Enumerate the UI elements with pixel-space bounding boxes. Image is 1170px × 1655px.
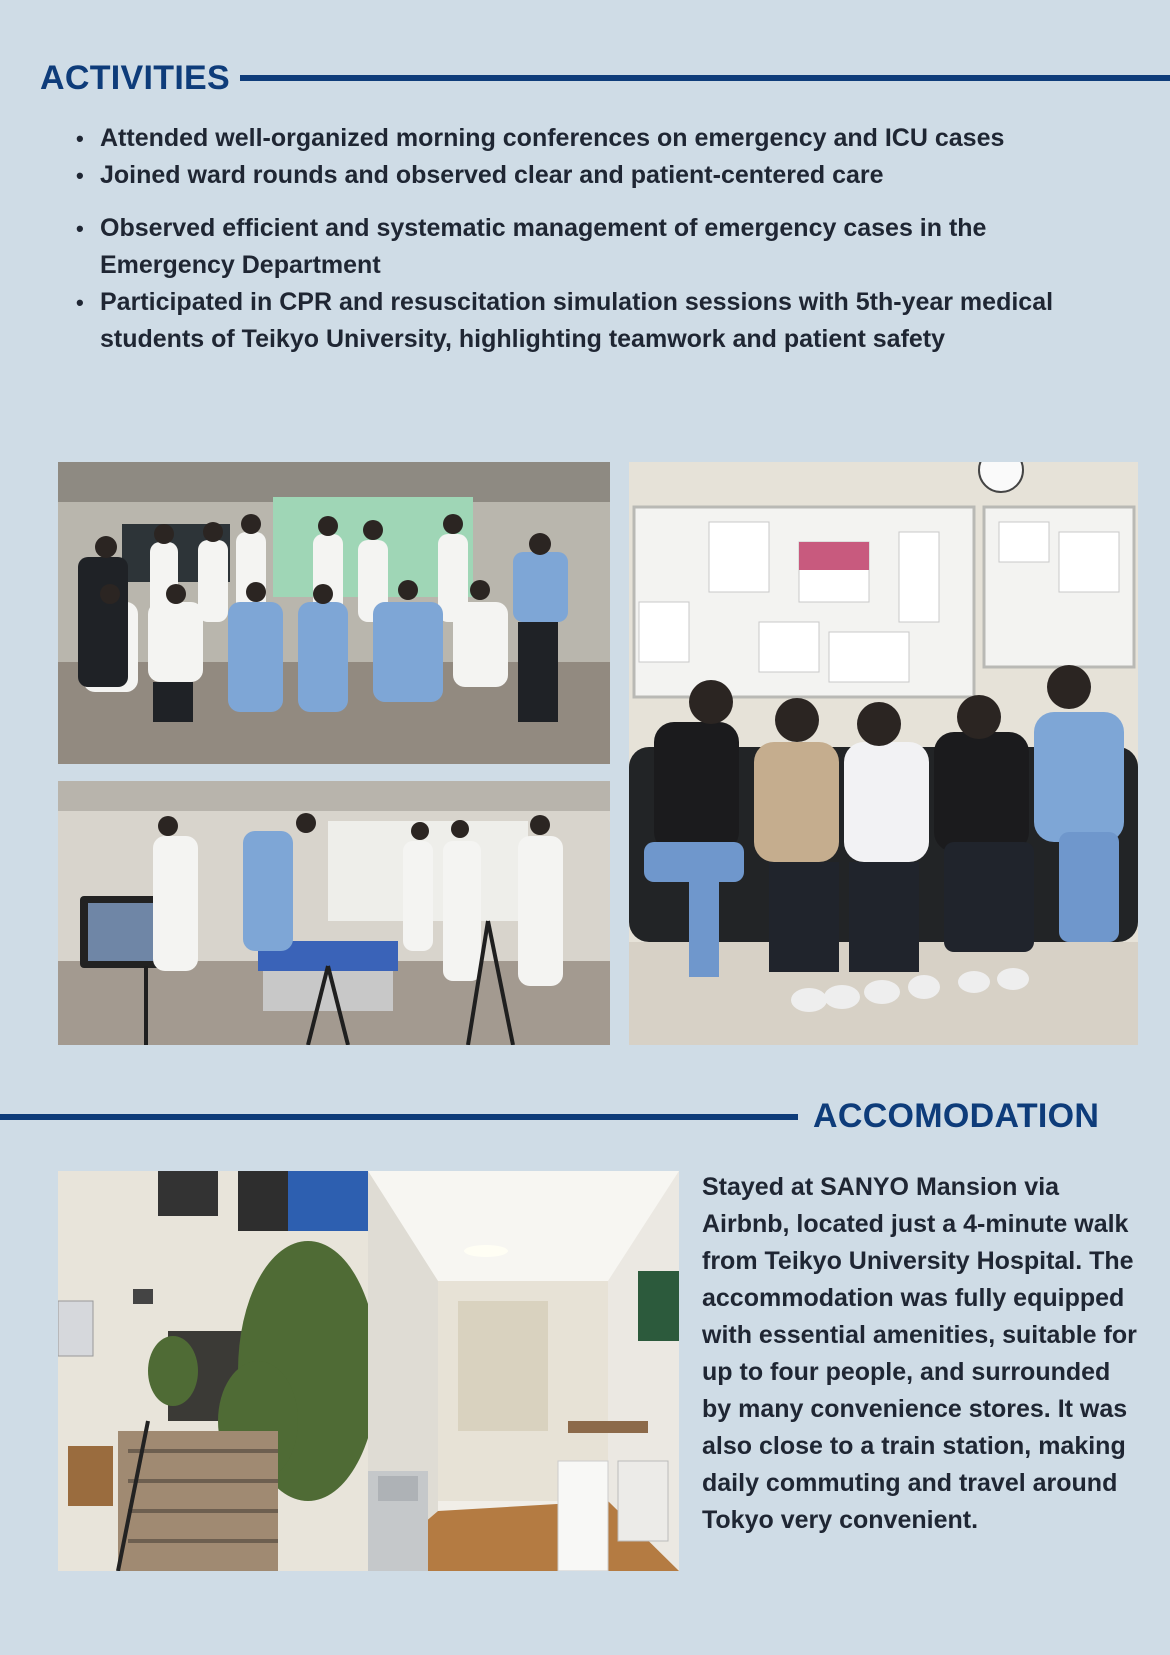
- activity-item-1: • Attended well-organized morning conferences on emergency and ICU cases: [68, 120, 1040, 157]
- accommodation-heading: ACCOMODATION: [813, 1097, 1100, 1135]
- activity-item-2: • Joined ward rounds and observed clear and patient-centered care: [68, 157, 1108, 194]
- activities-list: [68, 120, 1108, 358]
- cpr-simulation-photo: [58, 781, 610, 1045]
- building-entrance-photo: [58, 1171, 368, 1571]
- group-photo: [58, 462, 610, 764]
- sofa-group-photo: [629, 462, 1138, 1045]
- accommodation-heading-rule: [0, 1114, 798, 1120]
- apartment-interior-photo: [368, 1171, 679, 1571]
- activity-item-3: • Observed efficient and systematic management of emergency cases in the Emergency Department: [68, 210, 1108, 284]
- accommodation-description: Stayed at SANYO Mansion via Airbnb, located just a 4-minute walk from Teikyo University Hospital. The accommodation was fully equipped with essential amenities, suitable for up to four people, and surrounded by many convenience stores. It was also close to a train station, making daily commuting and travel around Tokyo very convenient.: [702, 1173, 1137, 1534]
- activities-heading: ACTIVITIES: [40, 59, 231, 97]
- activities-heading-rule: [240, 75, 1170, 81]
- activity-item-4: • Participated in CPR and resuscitation simulation sessions with 5th-year medical students of Teikyo University, highlighting teamwork and patient safety: [68, 284, 1100, 358]
